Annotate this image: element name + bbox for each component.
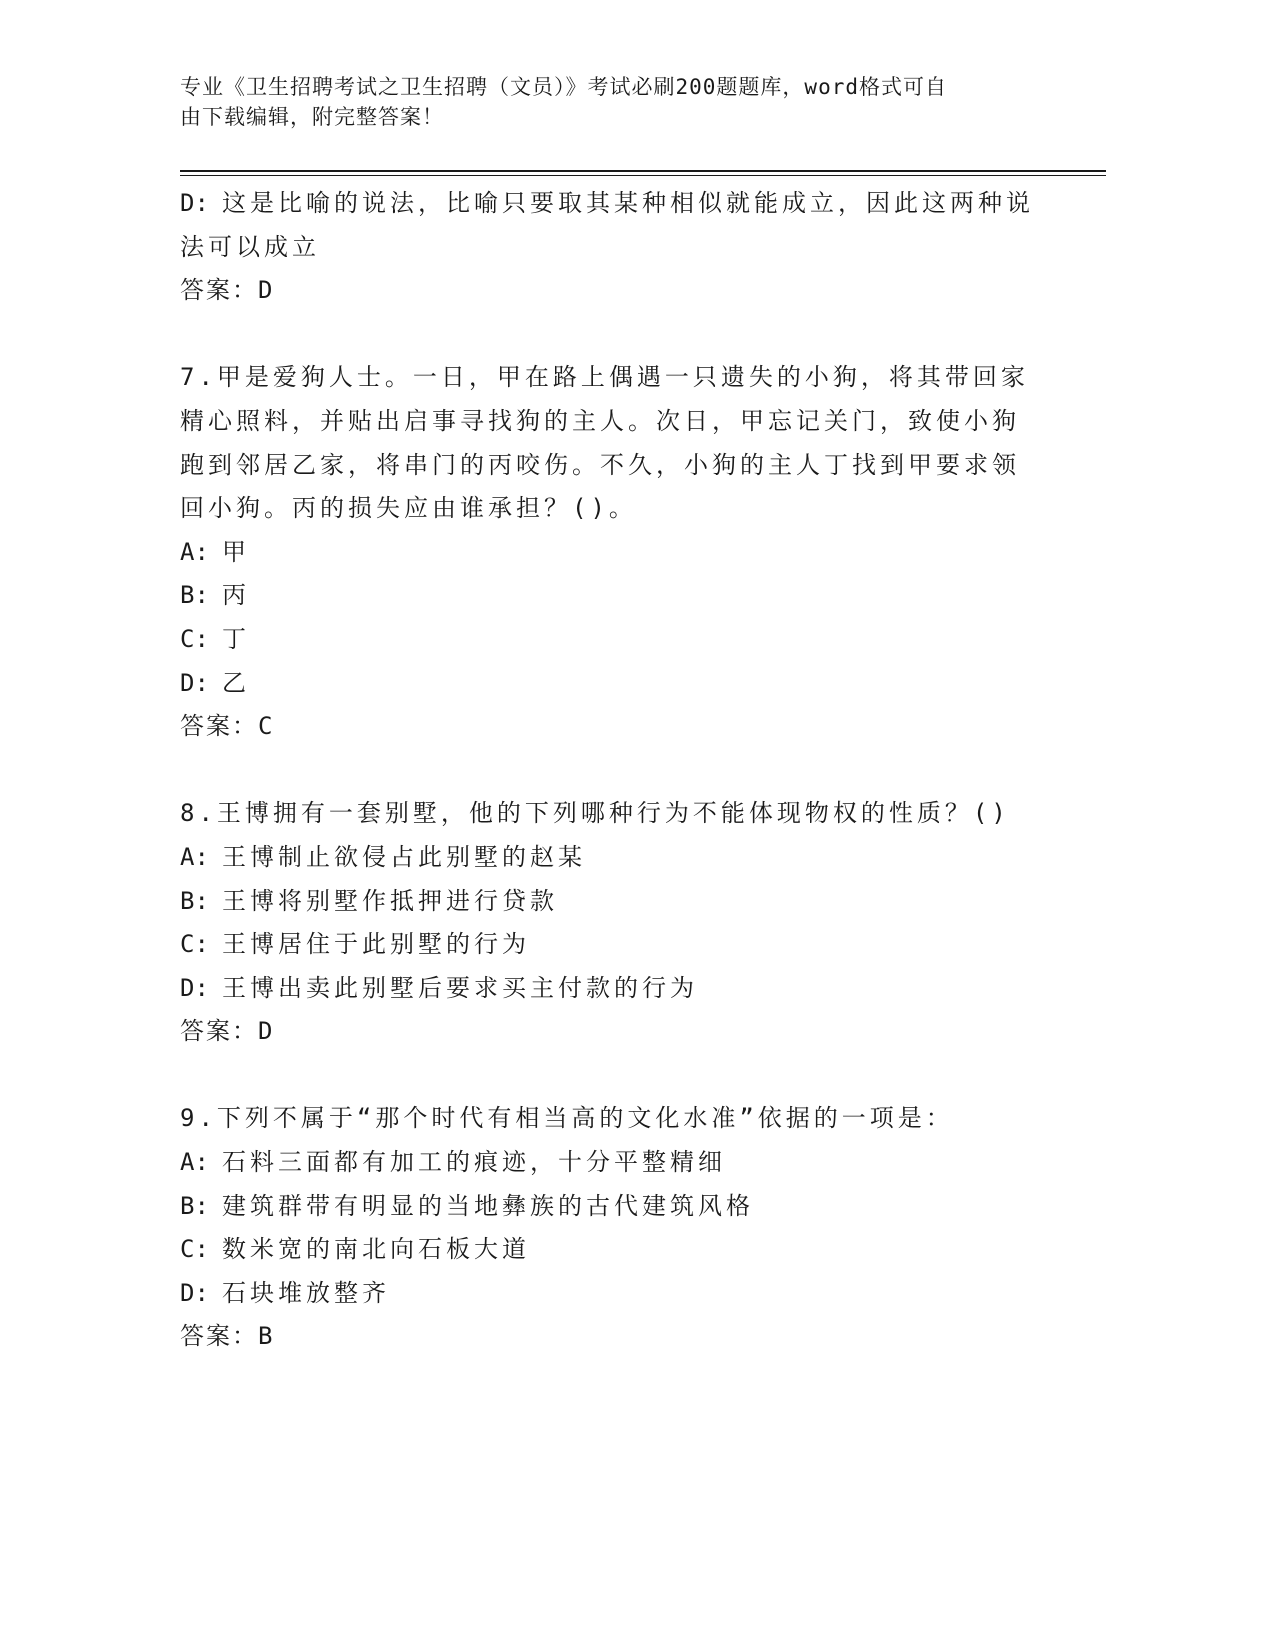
option-key: A: <box>180 537 209 566</box>
answer-line <box>180 705 1040 749</box>
option-text: 石料三面都有加工的痕迹，十分平整精细 <box>222 1148 726 1177</box>
option-text: 这是比喻的说法，比喻只要取其某种相似就能成立，因此这两种说 <box>222 189 1034 217</box>
spacer <box>180 749 1040 793</box>
question-block-prev <box>180 182 1040 313</box>
answer-value: D <box>258 276 277 305</box>
option-text-continued: 法可以成立 <box>180 232 320 261</box>
question-stem-line: 精心照料，并贴出启事寻找狗的主人。次日，甲忘记关门，致使小狗 <box>180 406 1020 435</box>
question-stem-line: 7.甲是爱狗人士。一日，甲在路上偶遇一只遗失的小狗，将其带回家 <box>180 363 1029 392</box>
document-header <box>180 72 1080 132</box>
option-text: 王博将别墅作抵押进行贷款 <box>222 886 558 915</box>
answer-value: B <box>258 1322 277 1351</box>
answer-value: D <box>258 1017 277 1046</box>
answer-line <box>180 1315 1040 1359</box>
question-stem-line: 9.下列不属于“那个时代有相当高的文化水准”依据的一项是： <box>180 1104 954 1133</box>
option-key: C: <box>180 1235 209 1264</box>
question-block-9 <box>180 1097 1040 1359</box>
option-b <box>180 880 1040 924</box>
option-text: 丁 <box>222 624 250 653</box>
answer-label: 答案： <box>180 276 258 305</box>
option-text: 石块堆放整齐 <box>222 1278 390 1307</box>
option-d <box>180 967 1040 1011</box>
option-text: 数米宽的南北向石板大道 <box>222 1235 530 1264</box>
option-key: B: <box>180 1191 209 1220</box>
answer-line <box>180 269 1040 313</box>
header-divider <box>180 170 1106 172</box>
answer-value: C <box>258 712 277 741</box>
answer-line <box>180 1010 1040 1054</box>
question-stem-line: 8.王博拥有一套别墅，他的下列哪种行为不能体现物权的性质？() <box>180 799 1010 828</box>
answer-label: 答案： <box>180 1017 258 1046</box>
option-d <box>180 182 1040 226</box>
option-b <box>180 574 1040 618</box>
question-stem-line: 跑到邻居乙家，将串门的丙咬伤。不久，小狗的主人丁找到甲要求领 <box>180 450 1020 479</box>
spacer <box>180 313 1040 357</box>
option-text: 王博出卖此别墅后要求买主付款的行为 <box>222 973 698 1002</box>
answer-label: 答案： <box>180 1322 258 1351</box>
option-c <box>180 923 1040 967</box>
option-text: 甲 <box>222 537 250 566</box>
question-list <box>180 182 1040 1359</box>
option-a <box>180 836 1040 880</box>
option-key: A: <box>180 1148 209 1177</box>
answer-label: 答案： <box>180 712 258 741</box>
question-block-8 <box>180 792 1040 1054</box>
option-key: A: <box>180 842 209 871</box>
option-a <box>180 531 1040 575</box>
question-block-7 <box>180 356 1040 748</box>
option-key: D: <box>180 1278 209 1307</box>
option-a <box>180 1141 1040 1185</box>
option-text: 建筑群带有明显的当地彝族的古代建筑风格 <box>222 1191 754 1220</box>
option-key: D: <box>180 189 209 217</box>
option-d <box>180 662 1040 706</box>
header-divider-thin <box>180 175 1106 176</box>
option-key: C: <box>180 930 209 959</box>
option-b <box>180 1185 1040 1229</box>
spacer <box>180 1054 1040 1098</box>
option-d <box>180 1272 1040 1316</box>
option-key: B: <box>180 886 209 915</box>
option-c <box>180 1228 1040 1272</box>
header-line: 专业《卫生招聘考试之卫生招聘（文员）》考试必刷200题题库，word格式可自 <box>180 75 947 99</box>
header-line: 由下载编辑，附完整答案！ <box>180 105 444 129</box>
option-text: 乙 <box>222 668 250 697</box>
question-stem-line: 回小狗。丙的损失应由谁承担？()。 <box>180 494 637 523</box>
option-c <box>180 618 1040 662</box>
option-text: 丙 <box>222 581 250 610</box>
option-text: 王博制止欲侵占此别墅的赵某 <box>222 842 586 871</box>
option-key: D: <box>180 973 209 1002</box>
option-key: D: <box>180 668 209 697</box>
option-text: 王博居住于此别墅的行为 <box>222 930 530 959</box>
option-key: C: <box>180 624 209 653</box>
option-key: B: <box>180 581 209 610</box>
